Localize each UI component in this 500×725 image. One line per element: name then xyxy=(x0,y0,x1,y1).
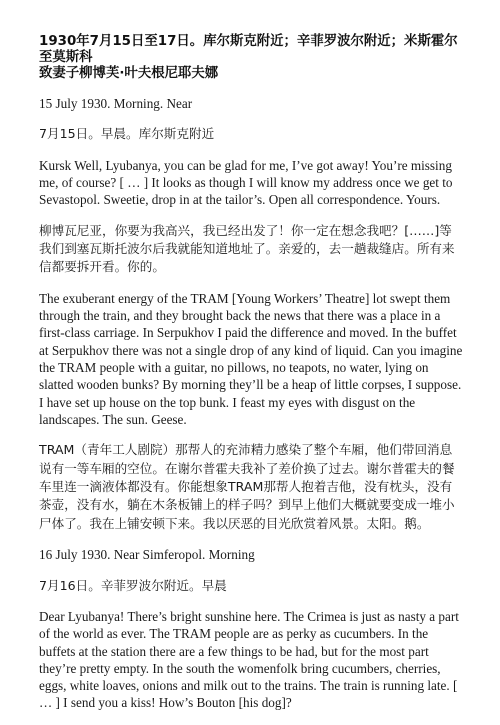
document-page xyxy=(39,34,464,725)
entry-1-paragraph-1-zh: 柳博瓦尼亚，你要为我高兴，我已经出发了！你一定在想念我吧？[……]等我们到塞瓦斯托波尔后我就能知道地址了。亲爱的，去一趟裁缝店。所有来信都要拆开看。你的。 xyxy=(39,222,455,275)
entry-1-date-zh: 7月15日。早晨。库尔斯克附近 xyxy=(39,126,215,142)
entry-1-paragraph-1-en: Kursk Well, Lyubanya, you can be glad for me, I’ve got away! You’re missing me, of course? [ … ] It looks as though I will know my address once we get to Sevastopol. Sweetie, drop in at the tailor’s. Open all correspondence. Yours. xyxy=(39,157,453,208)
entry-1-paragraph-2-zh: TRAM（青年工人剧院）那帮人的充沛精力感染了整个车厢，他们带回消息说有一等车厢的空位。在谢尔普霍夫我补了差价换了过去。谢尔普霍夫的餐车里连一滴液体都没有。你能想象TRAM那帮人抱着吉他，没有枕头，没有茶壶，没有水，躺在木条板铺上的样子吗？到早上他们大概就要变成一堆小尸体了。我在上铺安顿下来。我以厌恶的目光欣赏着风景。太阳。鹅。 xyxy=(39,442,455,531)
entry-2-date-zh: 7月16日。辛菲罗波尔附近。早晨 xyxy=(39,577,227,593)
entry-1-date-en: 15 July 1930. Morning. Near xyxy=(39,96,193,111)
entry-2-date-en: 16 July 1930. Near Simferopol. Morning xyxy=(39,547,255,563)
entry-2-paragraph-1-en: Dear Lyubanya! There’s bright sunshine here. The Crimea is just as nasty a part of the world as ever. The TRAM people are as perky as cucumbers. In the buffets at the station there are a few things to be had, but for the most part they’re pretty empty. In the south the womenfolk bring cucumbers, cherries, eggs, white loaves, onions and milk out to the trains. The train is running late. [ … ] I send you a kiss! How’s Bouton [his dog]? xyxy=(39,608,459,711)
document-title xyxy=(39,34,464,82)
title-line-2: 致妻子柳博芙·叶夫根尼耶夫娜 xyxy=(39,66,219,81)
entry-1-paragraph-2-en: The exuberant energy of the TRAM [Young Workers’ Theatre] lot swept them through the train, and they brought back the news that there was a place in a first-class carriage. In Serpukhov I paid the difference and moved. In the buffet at Serpukhov there was not a single drop of any kind of liquid. Can you imagine the TRAM people with a guitar, no pillows, no teapots, no water, lying on slatted wooden bunks? By morning they’ll be a heap of little corpses, I suppose. I have set up house on the top bunk. I feast my eyes with disgust on the landscapes. The sun. Geese. xyxy=(39,290,463,427)
title-line-1: 1930年7月15日至17日。库尔斯克附近；辛菲罗波尔附近；米斯霍尔至莫斯科 xyxy=(39,34,458,65)
